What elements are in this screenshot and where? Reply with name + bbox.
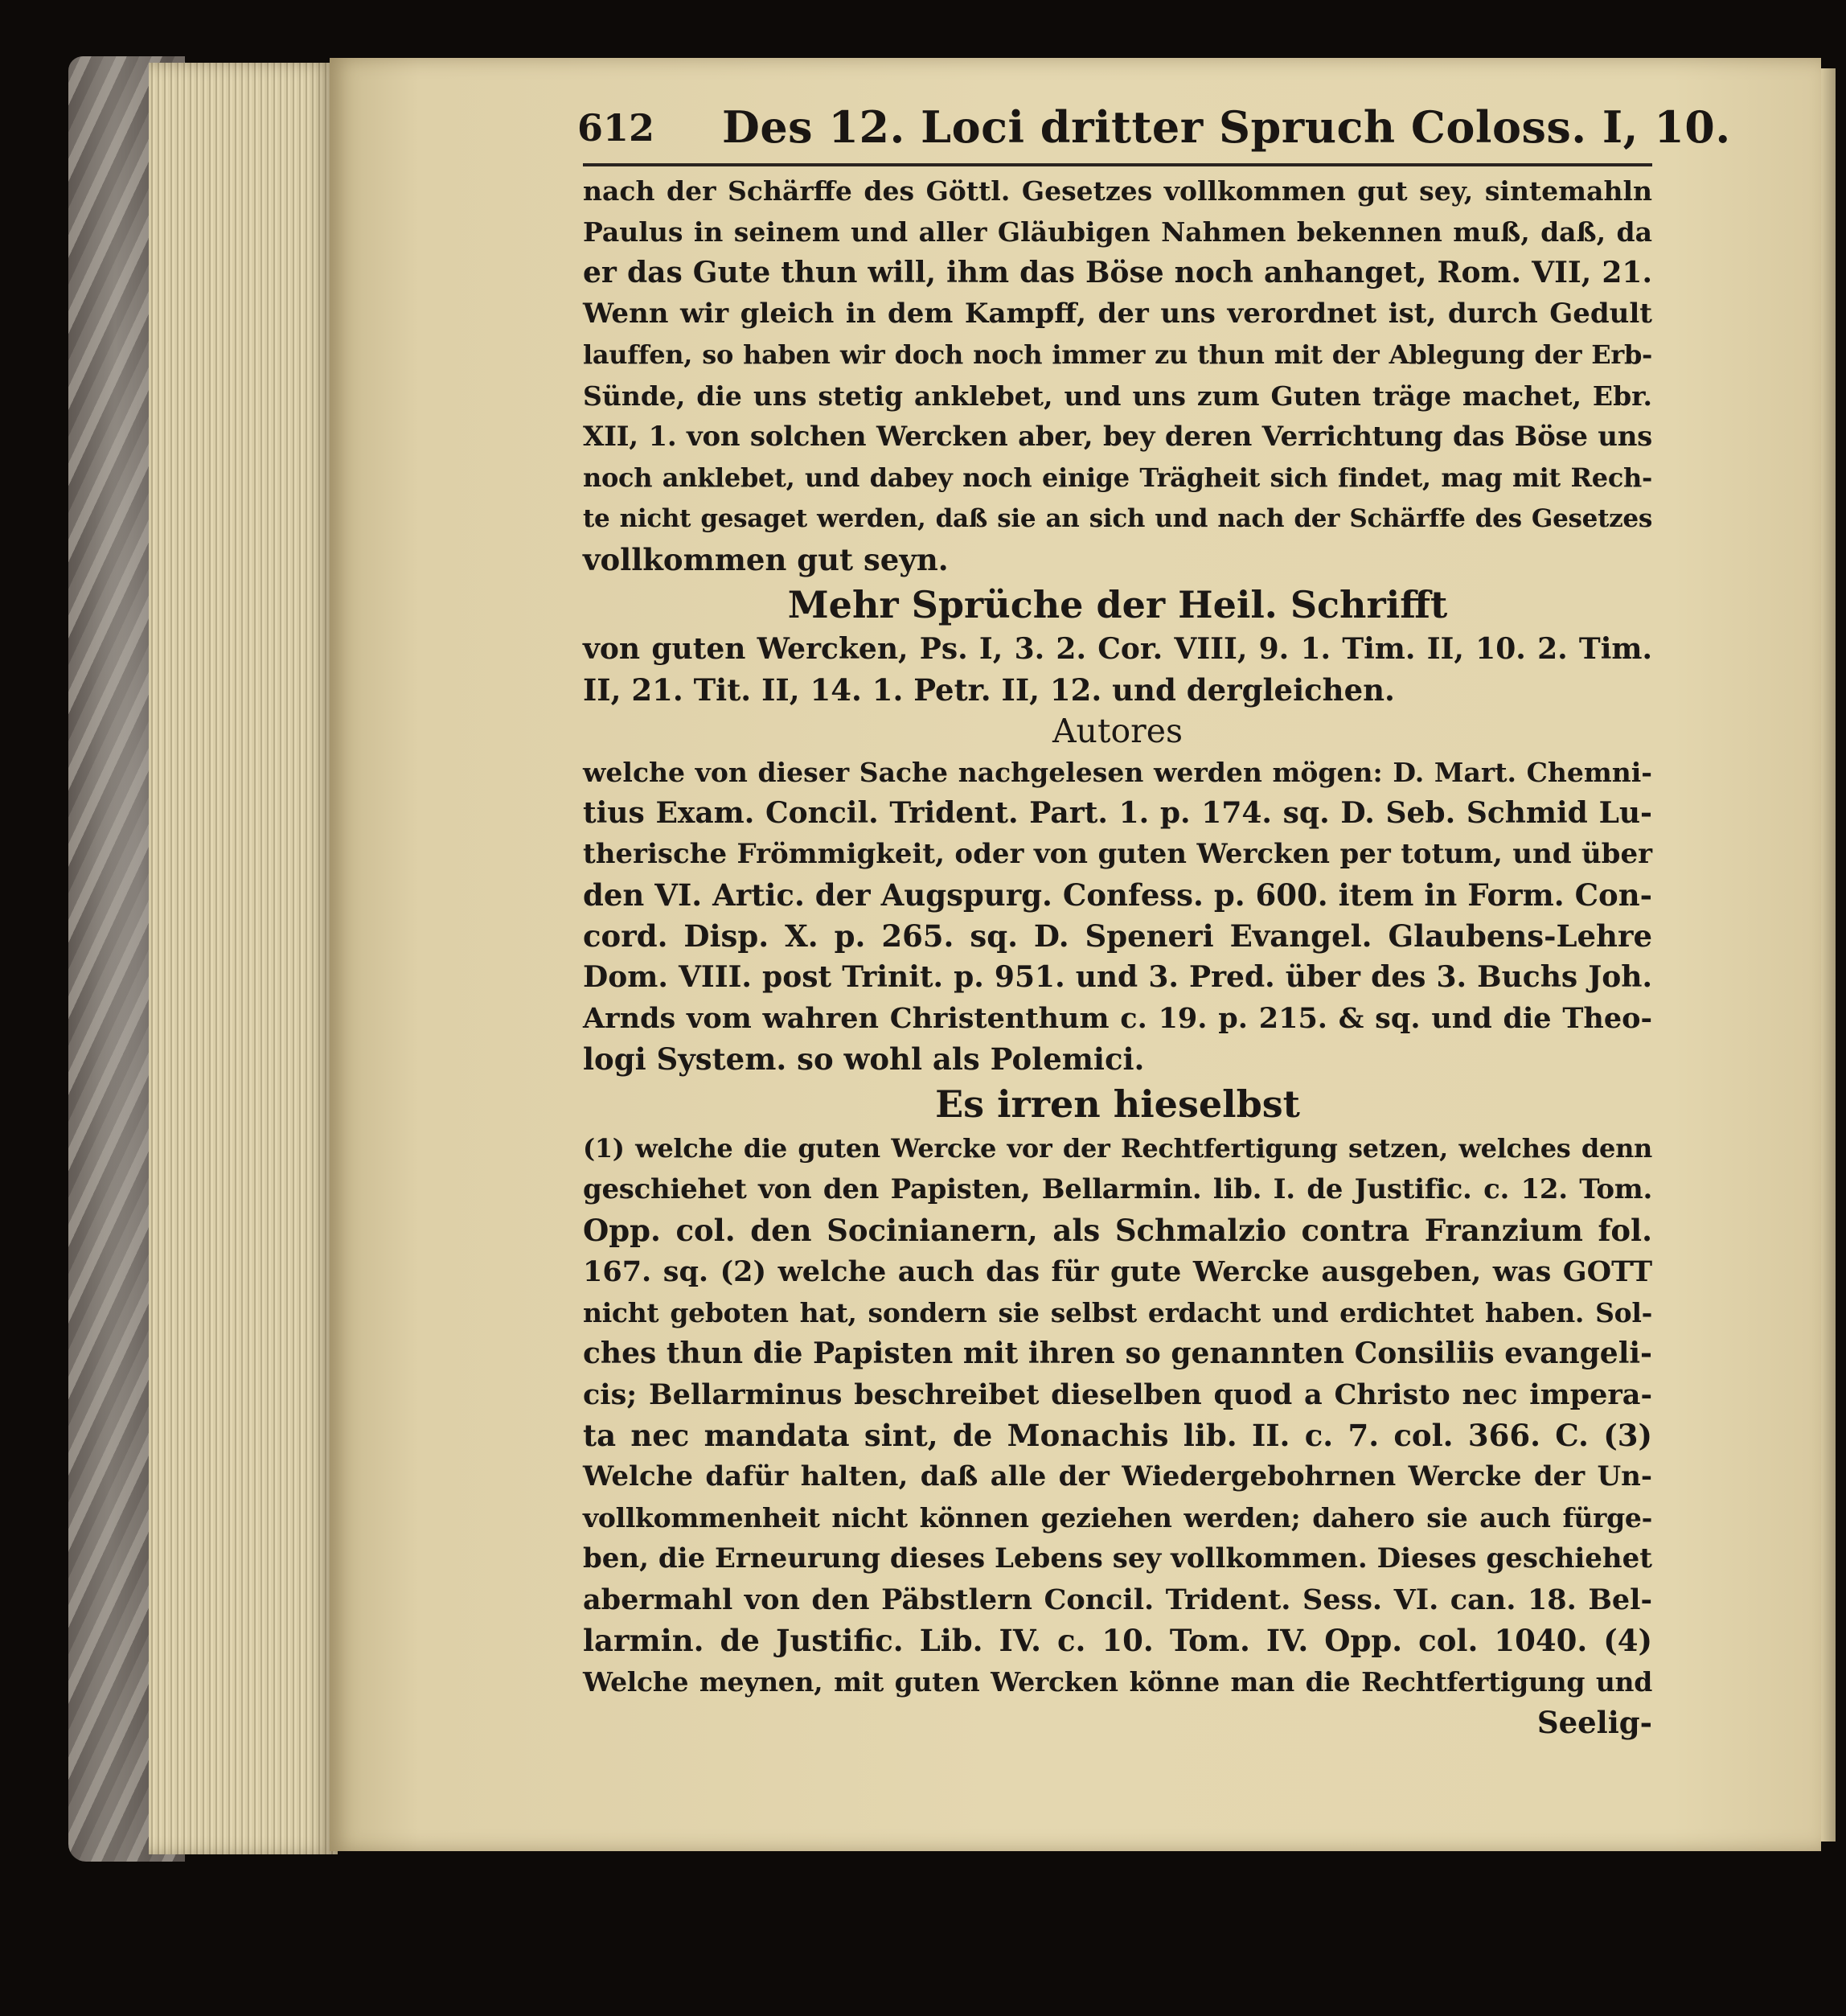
header-rule [583,163,1652,166]
section-heading: Es irren hieselbst [935,1082,1300,1126]
text-line: vollkommenheit nicht können geziehen werden; dahero sie auch fürge- [583,1502,1652,1534]
text-line: er das Gute thun will, ihm das Böse noch anhanget, Rom. VII, 21. [583,256,1652,289]
text-line: Opp. col. den Socinianern, als Schmalzio contra Franzium fol. [583,1213,1652,1248]
text-line: abermahl von den Päbstlern Concil. Trident. Sess. VI. can. 18. Bel- [583,1583,1652,1616]
text-line: Wenn wir gleich in dem Kampff, der uns verordnet ist, durch Gedult [583,298,1652,330]
catchword: Seelig- [1536,1705,1652,1740]
text-line: ta nec mandata sint, de Monachis lib. II. c. 7. col. 366. C. (3) [583,1418,1652,1453]
text-line: noch anklebet, und dabey noch einige Trägheit sich findet, mag mit Rech- [583,462,1652,493]
text-line: ches thun die Papisten mit ihren so genannten Consiliis evangeli- [583,1336,1652,1370]
section-heading: Mehr Sprüche der Heil. Schrifft [787,583,1448,626]
text-line: larmin. de Justific. Lib. IV. c. 10. Tom. IV. Opp. col. 1040. (4) [583,1623,1652,1658]
text-line: nicht geboten hat, sondern sie selbst erdacht und erdichtet haben. Sol- [583,1297,1652,1328]
text-line: Sünde, die uns stetig anklebet, und uns zum Guten träge machet, Ebr. [583,380,1652,412]
text-line: XII, 1. von solchen Wercken aber, bey deren Verrichtung das Böse uns [583,421,1652,453]
text-line: Welche dafür halten, daß alle der Wiedergebohrnen Wercke der Un- [583,1460,1652,1492]
text-line: cord. Disp. X. p. 265. sq. D. Speneri Evangel. Glaubens-Lehre [583,918,1652,954]
text-line: von guten Wercken, Ps. I, 3. 2. Cor. VIII, 9. 1. Tim. II, 10. 2. Tim. [583,632,1652,666]
text-line: therische Frömmigkeit, oder von guten Wercken per totum, und über [583,838,1652,870]
text-line: tius Exam. Concil. Trident. Part. 1. p. 174. sq. D. Seb. Schmid Lu- [583,796,1652,830]
text-line: Paulus in seinem und aller Gläubigen Nahmen bekennen muß, daß, da [583,216,1652,248]
section-heading: Autores [1052,712,1183,750]
text-line: (1) welche die guten Wercke vor der Rechtfertigung setzen, welches denn [583,1133,1652,1164]
text-line: welche von dieser Sache nachgelesen werden mögen: D. Mart. Chemni- [583,757,1652,788]
page-header [577,100,1731,158]
text-line: Arnds vom wahren Christenthum c. 19. p. 215. & sq. und die Theo- [583,1002,1652,1035]
text-line: lauffen, so haben wir doch noch immer zu thun mit der Ablegung der Erb- [583,339,1652,370]
text-line: cis; Bellarminus beschreibet dieselben quod a Christo nec impera- [583,1378,1652,1411]
text-line: te nicht gesaget werden, daß sie an sich und nach der Schärffe des Gesetzes [583,504,1652,533]
text-line: 167. sq. (2) welche auch das für gute Wercke ausgeben, was GOTT [583,1255,1652,1288]
text-line: Dom. VIII. post Trinit. p. 951. und 3. Pred. über des 3. Buchs Joh. [583,960,1652,994]
running-title: Des 12. Loci dritter Spruch Coloss. I, 10. [722,101,1731,153]
text-line: vollkommen gut seyn. [583,542,949,577]
text-line: Welche meynen, mit guten Wercken könne man die Rechtfertigung und [583,1666,1652,1698]
text-line: den VI. Artic. der Augspurg. Confess. p. 600. item in Form. Con- [583,877,1652,913]
text-line: geschiehet von den Papisten, Bellarmin. lib. I. de Justific. c. 12. Tom. [583,1173,1652,1205]
next-page-edge [1821,68,1836,1841]
page-edges [149,63,338,1854]
text-line: II, 21. Tit. II, 14. 1. Petr. II, 12. und dergleichen. [583,672,1395,708]
text-block [583,170,1652,1743]
text-line: nach der Schärffe des Göttl. Gesetzes vollkommen gut sey, sintemahln [583,175,1652,207]
text-line: logi System. so wohl als Polemici. [583,1041,1145,1077]
text-line: ben, die Erneurung dieses Lebens sey vollkommen. Dieses geschiehet [583,1542,1652,1575]
page-number: 612 [577,106,655,150]
